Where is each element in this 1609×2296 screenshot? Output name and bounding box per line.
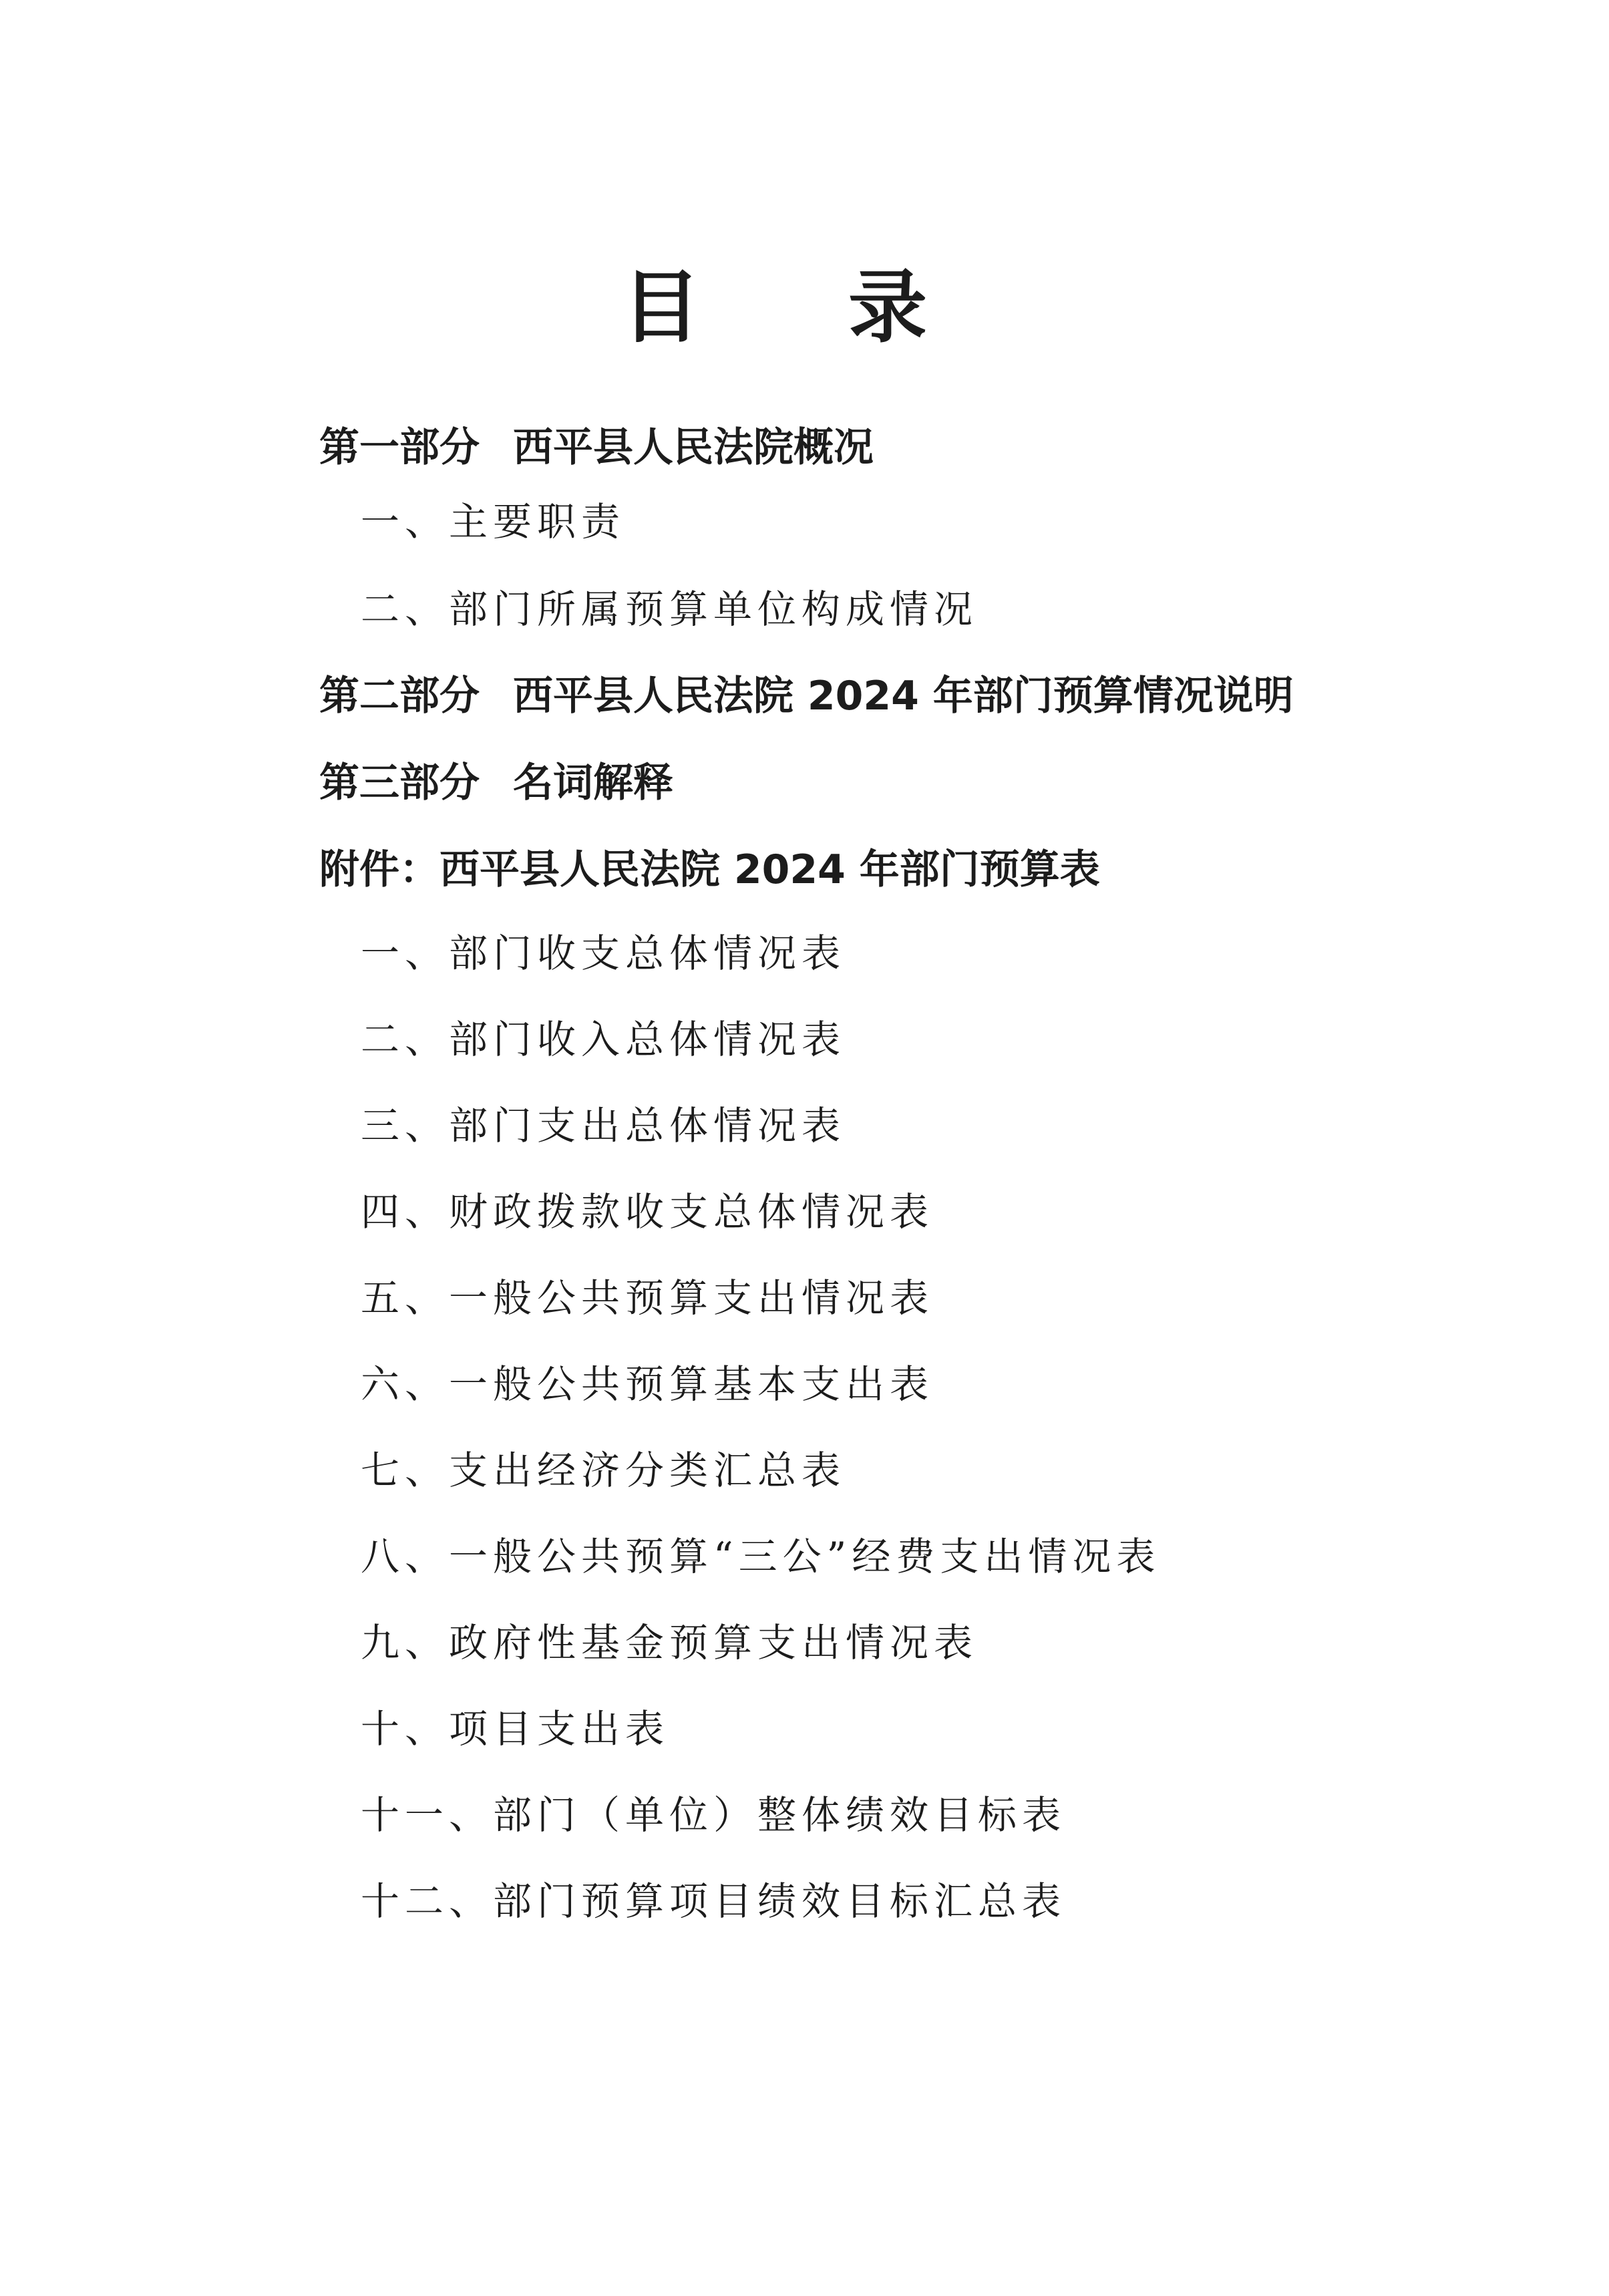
toc-entry-label: 十一、 bbox=[361, 1792, 494, 1838]
toc-table-7 bbox=[361, 1448, 846, 1493]
toc-entry-label: 九、 bbox=[361, 1620, 450, 1665]
toc-entry-label: 五、 bbox=[361, 1275, 450, 1321]
toc-table-2 bbox=[361, 1017, 846, 1062]
toc-entry-label: 一、 bbox=[361, 499, 450, 544]
toc-entry-text: 部门支出总体情况表 bbox=[449, 1103, 846, 1148]
toc-entry-text: 支出经济分类汇总表 bbox=[449, 1448, 846, 1493]
toc-table-6 bbox=[361, 1361, 934, 1407]
toc-table-5 bbox=[361, 1275, 934, 1321]
toc-table-1 bbox=[361, 931, 846, 976]
toc-entry-text: 一般公共预算“三公”经费支出情况表 bbox=[449, 1534, 1161, 1579]
toc-entry-label: 四、 bbox=[361, 1189, 450, 1235]
toc-part-1 bbox=[319, 424, 874, 471]
toc-table-9 bbox=[361, 1620, 978, 1665]
toc-part-3 bbox=[319, 760, 673, 806]
toc-entry-text: 主要职责 bbox=[449, 499, 626, 544]
toc-item-main-duties bbox=[361, 499, 626, 544]
toc-entry-text: 一般公共预算基本支出表 bbox=[449, 1361, 934, 1407]
toc-entry-label: 七、 bbox=[361, 1448, 450, 1493]
toc-entry-text: 名词解释 bbox=[513, 760, 673, 806]
toc-entry-text: 部门收支总体情况表 bbox=[449, 931, 846, 976]
toc-entry-text: 一般公共预算支出情况表 bbox=[449, 1275, 934, 1321]
toc-table-3 bbox=[361, 1103, 846, 1148]
toc-entry-label: 一、 bbox=[361, 931, 450, 976]
toc-entry-label: 第三部分 bbox=[319, 760, 480, 806]
toc-item-unit-composition bbox=[361, 587, 978, 632]
toc-entry-label: 二、 bbox=[361, 1017, 450, 1062]
toc-table-4 bbox=[361, 1189, 934, 1235]
page-title: 目 录 bbox=[621, 261, 988, 353]
toc-entry-label: 三、 bbox=[361, 1103, 450, 1148]
toc-entry-text: 西平县人民法院概况 bbox=[513, 424, 874, 471]
toc-entry-text: 部门所属预算单位构成情况 bbox=[449, 587, 978, 632]
toc-entry-label: 第一部分 bbox=[319, 424, 480, 471]
toc-table-11 bbox=[361, 1792, 1067, 1838]
toc-entry-text: 项目支出表 bbox=[449, 1706, 670, 1752]
toc-table-10 bbox=[361, 1706, 670, 1752]
toc-entry-label: 六、 bbox=[361, 1361, 450, 1407]
toc-entry-text: 西平县人民法院 2024 年部门预算情况说明 bbox=[513, 673, 1294, 719]
toc-entry-label: 十二、 bbox=[361, 1878, 494, 1924]
toc-attachment bbox=[319, 846, 1100, 893]
toc-part-2 bbox=[319, 673, 1294, 719]
toc-entry-text: 部门收入总体情况表 bbox=[449, 1017, 846, 1062]
toc-entry-label: 附件： bbox=[319, 846, 439, 893]
toc-entry-text: 财政拨款收支总体情况表 bbox=[449, 1189, 934, 1235]
toc-entry-label: 八、 bbox=[361, 1534, 450, 1579]
toc-entry-text: 部门预算项目绩效目标汇总表 bbox=[493, 1878, 1067, 1924]
toc-entry-label: 第二部分 bbox=[319, 673, 480, 719]
toc-table-8 bbox=[361, 1534, 1161, 1579]
toc-table-12 bbox=[361, 1878, 1067, 1924]
toc-entry-text: 部门（单位）整体绩效目标表 bbox=[493, 1792, 1067, 1838]
toc-entry-text: 政府性基金预算支出情况表 bbox=[449, 1620, 978, 1665]
toc-entry-label: 二、 bbox=[361, 587, 450, 632]
toc-entry-label: 十、 bbox=[361, 1706, 450, 1752]
toc-entry-text: 西平县人民法院 2024 年部门预算表 bbox=[439, 846, 1100, 893]
